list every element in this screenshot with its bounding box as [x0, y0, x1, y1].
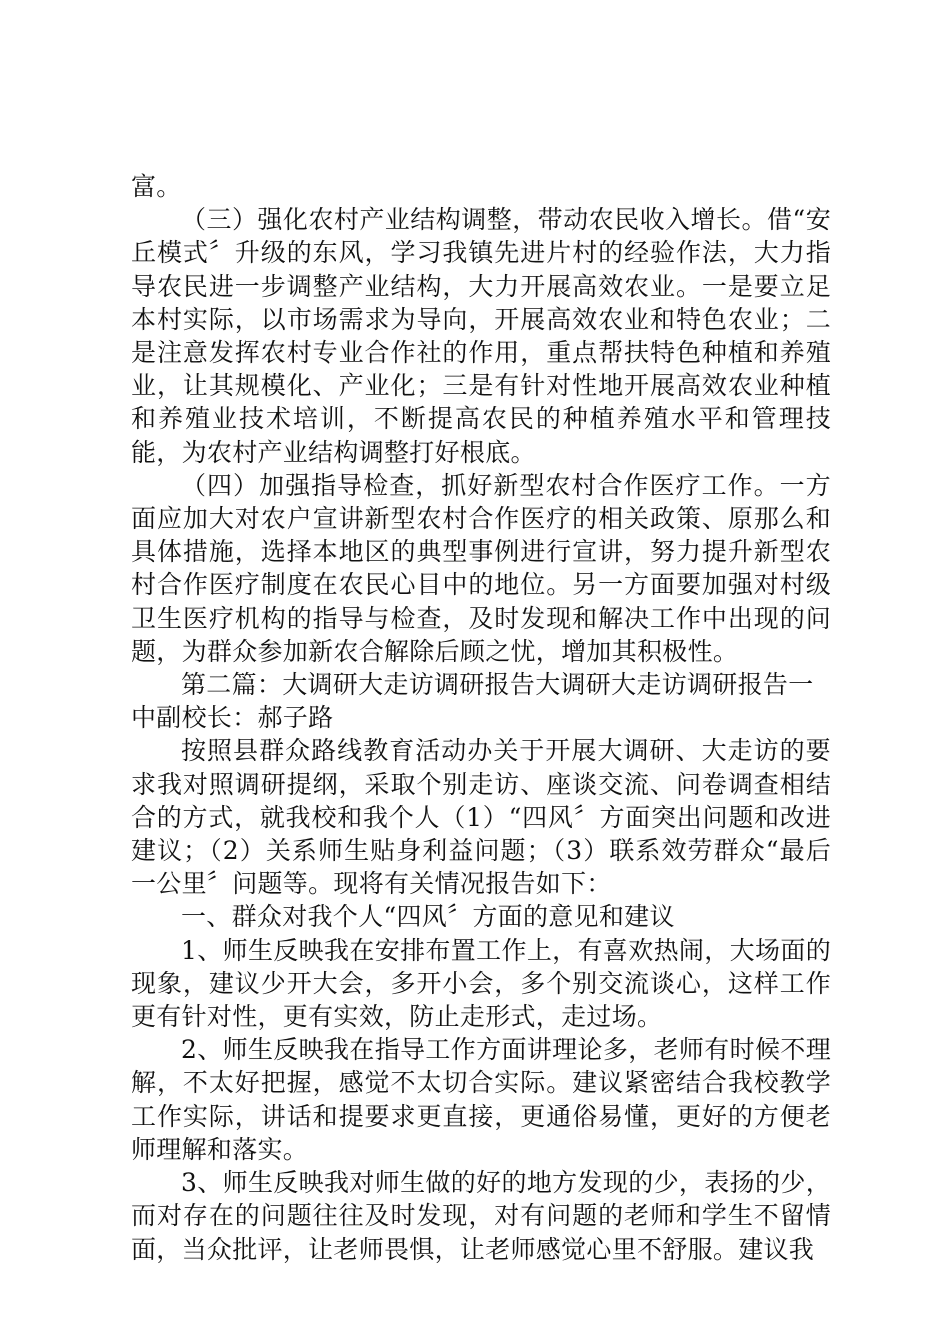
list-item-3: 3、师生反映我对师生做的好的地方发现的少，表扬的少，而对存在的问题往往及时发现，对有问题的老师和学生不留情面，当众批评，让老师畏惧，让老师感觉心里不舒服。建议我 [131, 1168, 831, 1264]
paragraph-continuation: 富。 [131, 172, 182, 201]
paragraph-industry-structure: （三）强化农村产业结构调整，带动农民收入增长。借“安丘模式〞升级的东风，学习我镇先进片村的经验作法，大力指导农民进一步调整产业结构，大力开展高效农业。一是要立足本村实际，以市场需求为导向，开展高效农业和特色农业；二是注意发挥农村专业合作社的作用，重点帮扶特色种植和养殖业，让其规模化、产业化；三是有针对性地开展高效农业种植和养殖业技术培训，不断提高农民的种植养殖水平和管理技能，为农村产业结构调整打好根底。 [131, 205, 831, 467]
section-heading-opinions: 一、群众对我个人“四风〞方面的意见和建议 [181, 902, 675, 932]
paragraph-introduction: 按照县群众路线教育活动办关于开展大调研、大走访的要求我对照调研提纲，采取个别走访、座谈交流、问卷调查相结合的方式，就我校和我个人（1）“四风〞方面突出问题和改进建议；（2）关系师生贴身利益问题；（3）联系效劳群众“最后一公里〞问题等。现将有关情况报告如下： [131, 736, 831, 899]
document-body [131, 170, 831, 1266]
section-title: 第二篇：大调研大走访调研报告大调研大走访调研报告一 [181, 670, 814, 700]
author-line: 中副校长：郝子路 [131, 703, 334, 733]
paragraph-cooperative-medical: （四）加强指导检查，抓好新型农村合作医疗工作。一方面应加大对农户宣讲新型农村合作医疗的相关政策、原那么和具体措施，选择本地区的典型事例进行宣讲，努力提升新型农村合作医疗制度在农民心目中的地位。另一方面要加强对村级卫生医疗机构的指导与检查，及时发现和解决工作中出现的问题，为群众参加新农合解除后顾之忧，增加其积极性。 [131, 470, 831, 666]
list-item-2: 2、师生反映我在指导工作方面讲理论多，老师有时候不理解，不太好把握，感觉不太切合实际。建议紧密结合我校教学工作实际，讲话和提要求更直接，更通俗易懂，更好的方便老师理解和落实。 [131, 1035, 831, 1164]
list-item-1: 1、师生反映我在安排布置工作上，有喜欢热闹，大场面的现象，建议少开大会，多开小会，多个别交流谈心，这样工作更有针对性，更有实效，防止走形式，走过场。 [131, 935, 831, 1032]
